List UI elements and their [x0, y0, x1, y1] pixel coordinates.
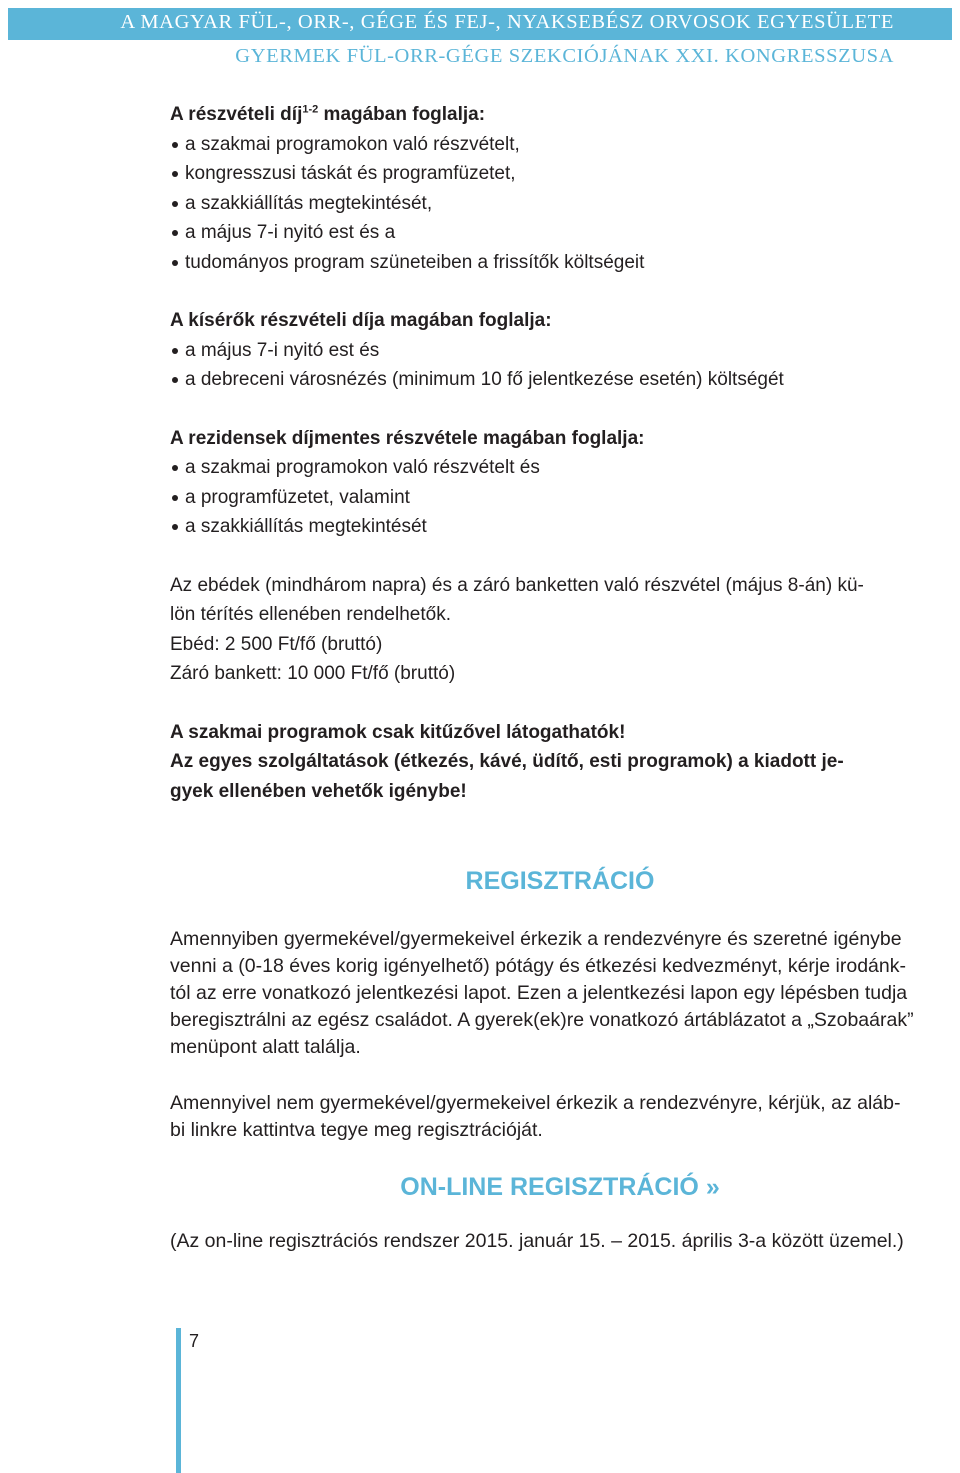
companion-list	[170, 336, 950, 395]
list-item: a debreceni városnézés (minimum 10 fő jelentkezése esetén) költségét	[170, 365, 950, 395]
lunch-price: Ebéd: 2 500 Ft/fő (bruttó)	[170, 633, 383, 655]
badge-notice: A szakmai programok csak kitűzővel látogathatók!	[170, 721, 626, 743]
registration-text-line: beregisztrálni az egész családot. A gyerek(ek)re vonatkozó ártáblázatot a „Szobaárak”	[170, 1009, 914, 1031]
list-item: a programfüzetet, valamint	[170, 483, 950, 513]
fee-heading-tail: magában foglalja:	[318, 104, 486, 125]
page-number-bar	[176, 1328, 181, 1473]
registration-text-line: venni a (0-18 éves korig igényelhető) pótágy és étkezési kedvezményt, kérje irodánk-	[170, 955, 906, 977]
meals-section	[170, 571, 950, 689]
registration-text-line: menüpont alatt találja.	[170, 1036, 361, 1058]
page-number: 7	[189, 1331, 200, 1351]
list-item: tudományos program szüneteiben a frissítők költségeit	[170, 248, 950, 278]
registration-title: REGISZTRÁCIÓ	[465, 867, 655, 895]
registration-paragraph-1	[170, 926, 950, 1061]
tickets-notice-line-1: Az egyes szolgáltatások (étkezés, kávé, üdítő, esti programok) a kiadott je-	[170, 751, 844, 772]
notices-section	[170, 718, 950, 807]
companion-section	[170, 306, 950, 395]
list-item: a szakkiállítás megtekintését,	[170, 189, 950, 219]
registration-text-line: Amennyiben gyermekével/gyermekeivel érkezik a rendezvényre és szeretné igénybe	[170, 928, 902, 950]
registration-text-line: tól az erre vonatkozó jelentkezési lapot. Ezen a jelentkezési lapon egy lépésben tudja	[170, 982, 908, 1004]
list-item: kongresszusi táskát és programfüzetet,	[170, 159, 950, 189]
meals-line-1: Az ebédek (mindhárom napra) és a záró banketten való részvétel (május 8-án) kü-	[170, 574, 864, 596]
online-registration-note: (Az on-line regisztrációs rendszer 2015. január 15. – 2015. április 3-a között üzemel.)	[170, 1230, 904, 1252]
companion-heading: A kísérők részvételi díja magában foglalja:	[170, 310, 552, 331]
header-society-name: A MAGYAR FÜL-, ORR-, GÉGE ÉS FEJ-, NYAKSEBÉSZ ORVOSOK EGYESÜLETE	[120, 11, 894, 33]
online-registration-link[interactable]: ON-LINE REGISZTRÁCIÓ »	[400, 1173, 720, 1201]
fee-heading	[170, 100, 950, 130]
fee-list	[170, 130, 950, 278]
list-item: a szakmai programokon való részvételt és	[170, 453, 950, 483]
page-content	[170, 100, 950, 1255]
resident-section	[170, 424, 950, 542]
header-congress-name: GYERMEK FÜL-ORR-GÉGE SZEKCIÓJÁNAK XXI. KONGRESSZUSA	[235, 45, 894, 67]
resident-heading: A rezidensek díjmentes részvétele magában foglalja:	[170, 427, 645, 449]
list-item: a május 7-i nyitó est és a	[170, 218, 950, 248]
fee-heading-footnote: 1-2	[302, 103, 319, 116]
fee-heading-text: A részvételi díj	[170, 104, 303, 125]
list-item: a május 7-i nyitó est és	[170, 336, 950, 366]
registration-text-line: bi linkre kattintva tegye meg regisztrációját.	[170, 1119, 543, 1141]
resident-list	[170, 453, 950, 542]
list-item: a szakkiállítás megtekintését	[170, 512, 950, 542]
tickets-notice-line-2: gyek ellenében vehetők igénybe!	[170, 780, 467, 802]
registration-text-line: Amennyivel nem gyermekével/gyermekeivel érkezik a rendezvényre, kérjük, az aláb-	[170, 1092, 901, 1114]
banquet-price: Záró bankett: 10 000 Ft/fő (bruttó)	[170, 663, 456, 684]
registration-paragraph-2	[170, 1090, 950, 1144]
fee-section	[170, 100, 950, 277]
meals-line-2: lön térítés ellenében rendelhetők.	[170, 604, 451, 625]
list-item: a szakmai programokon való részvételt,	[170, 130, 950, 160]
